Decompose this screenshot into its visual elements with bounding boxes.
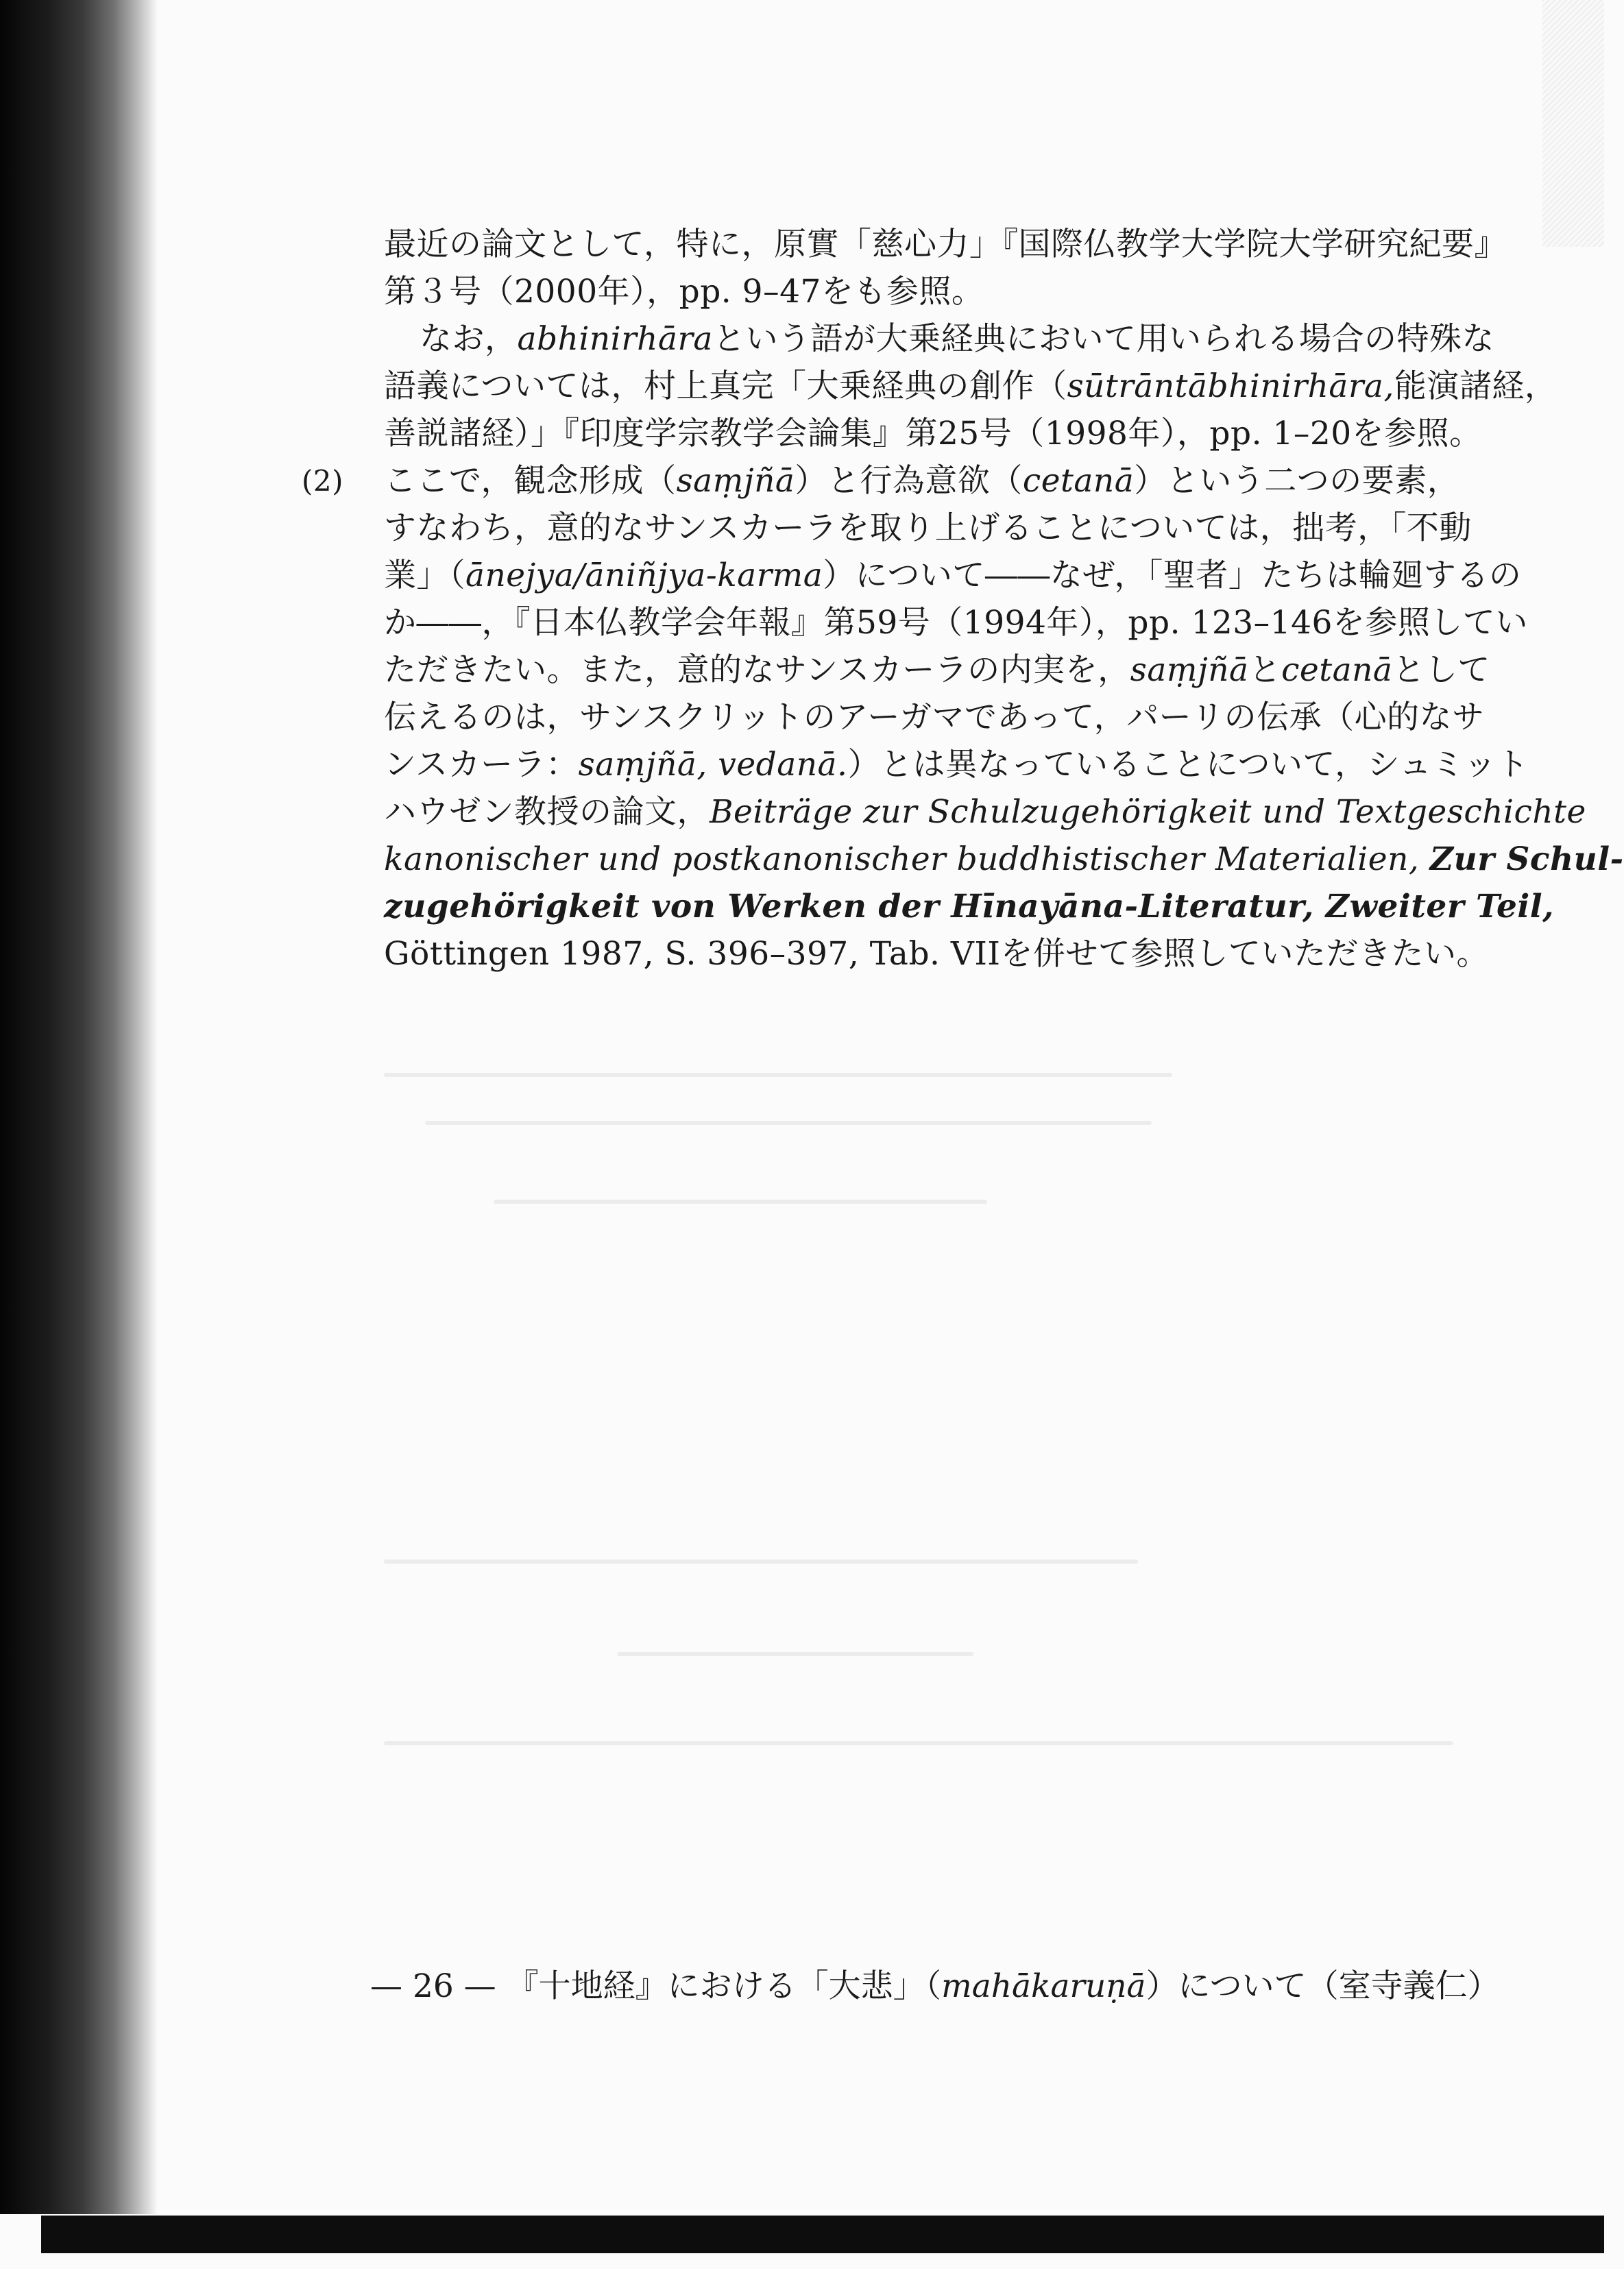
text-line-11: 伝えるのは，サンスクリットのアーガマであって，パーリの伝承（心的なサ bbox=[384, 699, 1485, 736]
text-line-3: なお，abhinirhāraという語が大乗経典において用いられる場合の特殊な bbox=[420, 320, 1494, 358]
binding-shadow bbox=[0, 0, 158, 2214]
text-line-2: 第３号（2000年），pp. 9–47をも参照。 bbox=[384, 273, 984, 311]
page-number: — 26 — bbox=[370, 1967, 496, 2005]
text-line-15: zugehörigkeit von Werken der Hīnayāna-Literatur, Zweiter Teil, bbox=[384, 888, 1555, 925]
running-title: 『十地経』における「大悲」（mahākaruṇā）について（室寺義仁） bbox=[506, 1967, 1500, 2005]
scan-noise bbox=[1542, 0, 1604, 247]
scan-bottom-edge bbox=[41, 2216, 1604, 2253]
text-line-9: か――，『日本仏教学会年報』第59号（1994年），pp. 123–146を参照してい bbox=[384, 604, 1528, 642]
text-line-7: すなわち，意的なサンスカーラを取り上げることについては，拙考，「不動 bbox=[384, 509, 1472, 547]
text-line-1: 最近の論文として，特に，原實「慈心力」『国際仏教学大学院大学研究紀要』 bbox=[384, 226, 1507, 263]
note-number: (2) bbox=[302, 464, 343, 498]
page-footer bbox=[370, 1961, 1500, 2006]
text-line-6: (2) ここで，観念形成（saṃjñā）と行為意欲（cetanā）という二つの要素， bbox=[384, 457, 1481, 505]
show-through-line bbox=[384, 1560, 1138, 1564]
text-line-16: Göttingen 1987, S. 396–397, Tab. VIIを併せて参照していただきたい。 bbox=[384, 935, 1489, 973]
show-through-line bbox=[494, 1200, 987, 1204]
show-through-line bbox=[617, 1652, 973, 1656]
footnote-text bbox=[302, 221, 1624, 978]
text-line-14: kanonischer und postkanonischer buddhistischer Materialien, Zur Schul- bbox=[384, 840, 1624, 878]
show-through-line bbox=[425, 1121, 1152, 1125]
text-line-13: ハウゼン教授の論文，Beiträge zur Schulzugehörigkeit und Textgeschichte bbox=[384, 793, 1586, 831]
show-through-line bbox=[384, 1741, 1453, 1745]
text-line-10: ただきたい。また，意的なサンスカーラの内実を，saṃjñāとcetanāとして bbox=[384, 651, 1490, 689]
text-line-5: 善説諸経）」『印度学宗教学会論集』第25号（1998年），pp. 1–20を参照。 bbox=[384, 415, 1482, 452]
text-line-8: 業」（ānejya/āniñjya-karma）について――なぜ，「聖者」たちは輪廻するの bbox=[384, 557, 1522, 594]
text-line-4: 語義については，村上真完「大乗経典の創作（sūtrāntābhinirhāra,能演諸経， bbox=[384, 367, 1558, 405]
text-line-12: ンスカーラ：saṃjñā, vedanā.）とは異なっていることについて，シュミット bbox=[384, 746, 1529, 784]
show-through-line bbox=[384, 1073, 1172, 1077]
